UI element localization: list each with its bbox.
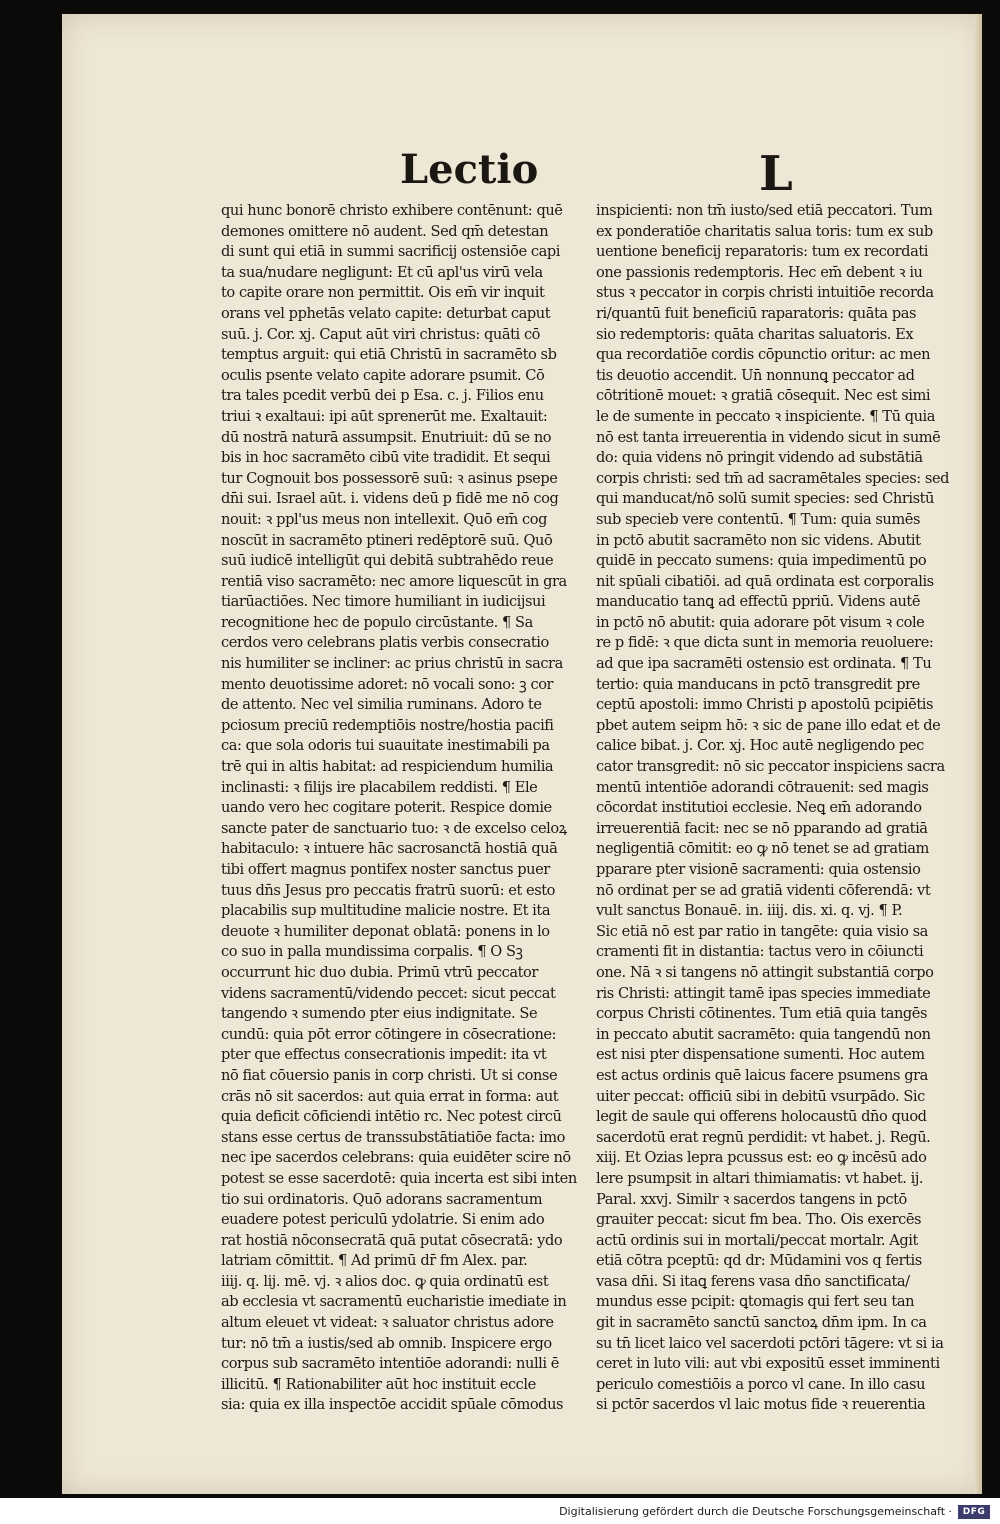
document-page	[62, 14, 982, 1494]
funding-notice: Digitalisierung gefördert durch die Deutsche Forschungsgemeinschaft ·	[559, 1505, 952, 1518]
text-column-left: qui hunc bonorē christo exhibere contēnunt: quē demones omittere nō audent. Sed qm̄ detestan di sunt qui etiā in summi sacrificij ostensiōe capi ta sua/nudare negligunt: Et cū apl'us virū vela to capite orare non permittit. Ois em̄ vir inquit orans vel pphetās velato capite: deturbat caput suū. j. Cor. xj. Caput aūt viri christus: quāti cō temptus arguit: qui etiā Christū in sacramēto sb oculis psente velato capite adorare psumit. Cō tra tales pcedit verbū dei p Esa. c. j. Filios enu triui ꝛ exaltaui: ipi aūt sprenerūt me. Exaltauit: dū nostrā naturā assumpsit. Enutriuit: dū se no bis in hoc sacramēto cibū vite tradidit. Et sequi tur Cognouit bos possessorē suū: ꝛ asinus psepe dn̄i sui. Israel aūt. i. videns deū p fidē me nō cog nouit: ꝛ ppl'us meus non intellexit. Quō em̄ cog noscūt in sacramēto ptineri redēptorē suū. Quō suū iudicē intelligūt qui debitā subtrahēdo reue rentiā viso sacramēto: nec amore liquescūt in gra tiarūactiōes. Nec timore humiliant in iudicijsui recognitione hec de populo circūstante. ¶ Sa cerdos vero celebrans platis verbis consecratio nis humiliter se incliner: ac prius christū in sacra mento deuotissime adoret: nō vocali sono: ꝫ cor de attento. Nec vel similia ruminans. Adoro te pciosum preciū redemptiōis nostre/hostia pacifi ca: que sola odoris tui suauitate inestimabili pa trē qui in altis habitat: ad respiciendum humilia inclinasti: ꝛ filijs ire placabilem reddisti. ¶ Ele uando vero hec cogitare poterit. Respice domie sancte pater de sanctuario tuo: ꝛ de excelso celoꝝ habitaculo: ꝛ intuere hāc sacrosanctā hostiā quā tibi offert magnus pontifex noster sanctus puer tuus dn̄s Jesus pro peccatis fratrū suorū: et esto placabilis sup multitudine malicie nostre. Et ita deuote ꝛ humiliter deponat oblatā: ponens in lo co suo in palla mundissima corpalis. ¶ O Sꝫ occurrunt hic duo dubia. Primū vtrū peccator videns sacramentū/videndo peccet: sicut peccat tangendo ꝛ sumendo pter eius indignitate. Se cundū: quia pōt error cōtingere in cōsecratione: pter que effectus consecrationis impedit: ita vt nō fiat cōuersio panis in corp christi. Ut si conse crās nō sit sacerdos: aut quia errat in forma: aut quia deficit cōficiendi intētio rc. Nec potest circū stans esse certus de transsubstātiatiōe facta: imo nec ipe sacerdos celebrans: quia euidēter scire nō potest se esse sacerdotē: quia incerta est sibi inten tio sui ordinatoris. Quō adorans sacramentum euadere potest periculū ydolatrie. Si enim ado rat hostiā nōconsecratā quā putat cōsecratā: ydo latriam cōmittit. ¶ Ad primū dr̄ fm Alex. par. iiij. q. lij. mē. vj. ꝛ alios doc. ꝙ quia ordinatū est ab ecclesia vt sacramentū eucharistie imediate in altum eleuet vt videat: ꝛ saluator christus adore tur: nō tm̄ a iustis/sed ab omnib. Inspicere ergo corpus sub sacramēto intentiōe adorandi: nulli ē illicitū. ¶ Rationabiliter aūt hoc instituit eccle sia: quia ex illa inspectōe accidit spūale cōmodus	[221, 202, 577, 1414]
dfg-logo: DFG	[958, 1505, 990, 1519]
text-column-right: inspicienti: non tm̄ iusto/sed etiā peccatori. Tum ex ponderatiōe charitatis salua toris: tum ex sub uentione beneficij reparatoris: tum ex recordati one passionis redemptoris. Hec em̄ debent ꝛ iu stus ꝛ peccator in corpis christi intuitiōe recorda ri/quantū fuit beneficiū raparatoris: quāta pas sio redemptoris: quāta charitas saluatoris. Ex qua recordatiōe cordis cōpunctio oritur: ac men tis deuotio accendit. Un̄ nonnunꝗ peccator ad cōtritionē mouet: ꝛ gratiā cōsequit. Nec est simi le de sumente in peccato ꝛ inspiciente. ¶ Tū quia nō est tanta irreuerentia in videndo sicut in sumē do: quia videns nō pringit videndo ad substātiā corpis christi: sed tm̄ ad sacramētales species: sed qui manducat/nō solū sumit species: sed Christū sub specieb vere contentū. ¶ Tum: quia sumēs in pctō abutit sacramēto non sic videns. Abutit quidē in peccato sumens: quia impedimentū po nit spūali cibatiōi. ad quā ordinata est corporalis manducatio tanꝗ ad effectū ppriū. Videns autē in pctō nō abutit: quia adorare pōt visum ꝛ cole re p fidē: ꝛ que dicta sunt in memoria reuoluere: ad que ipa sacramēti ostensio est ordinata. ¶ Tu tertio: quia manducans in pctō transgredit pre ceptū apostoli: immo Christi p apostolū pcipiētis pbet autem seipm hō: ꝛ sic de pane illo edat et de calice bibat. j. Cor. xj. Hoc autē negligendo pec cator transgredit: nō sic peccator inspiciens sacra mentū intentiōe adorandi cōtrauenit: sed magis cōcordat institutioi ecclesie. Neꝗ em̄ adorando irreuerentiā facit: nec se nō pparando ad gratiā negligentiā cōmitit: eo ꝙ nō tenet se ad gratiam pparare pter visionē sacramenti: quia ostensio nō ordinat per se ad gratiā videnti cōferendā: vt vult sanctus Bonauē. in. iiij. dis. xi. q. vj. ¶ P. Sic etiā nō est par ratio in tangēte: quia visio sa cramenti fit in distantia: tactus vero in cōiuncti one. Nā ꝛ si tangens nō attingit substantiā corpo ris Christi: attingit tamē ipas species immediate corpus Christi cōtinentes. Tum etiā quia tangēs in peccato abutit sacramēto: quia tangendū non est nisi pter dispensatione sumenti. Hoc autem est actus ordinis quē laicus facere psumens gra uiter peccat: officiū sibi in debitū vsurpādo. Sic legit de saule qui offerens holocaustū dn̄o quod sacerdotū erat regnū perdidit: vt habet. j. Regū. xiij. Et Ozias lepra pcussus est: eo ꝙ incēsū ado lere psumpsit in altari thimiamatis: vt habet. ij. Paral. xxvj. Similr ꝛ sacerdos tangens in pctō grauiter peccat: sicut fm bea. Tho. Ois exercēs actū ordinis sui in mortali/peccat mortalr. Agit etiā cōtra pceptū: qd dr: Mūdamini vos q fertis vasa dn̄i. Si itaꝗ ferens vasa dn̄o sanctificata/ mundus esse pcipit: ꝗtomagis qui fert seu tan git in sacramēto sanctū sanctoꝝ dn̄m ipm. In ca su tn̄ licet laico vel sacerdoti pctōri tāgere: vt si ia ceret in luto vili: aut vbi expositū esset imminenti periculo comestiōis a porco vl cane. In illo casu si pctōr sacerdos vl laic motus fide ꝛ reuerentia	[596, 202, 950, 1414]
page-edge	[974, 14, 982, 1494]
running-title: Lectio	[400, 146, 539, 193]
footer-bar	[0, 1498, 1000, 1524]
folio-letter: L	[759, 146, 793, 202]
